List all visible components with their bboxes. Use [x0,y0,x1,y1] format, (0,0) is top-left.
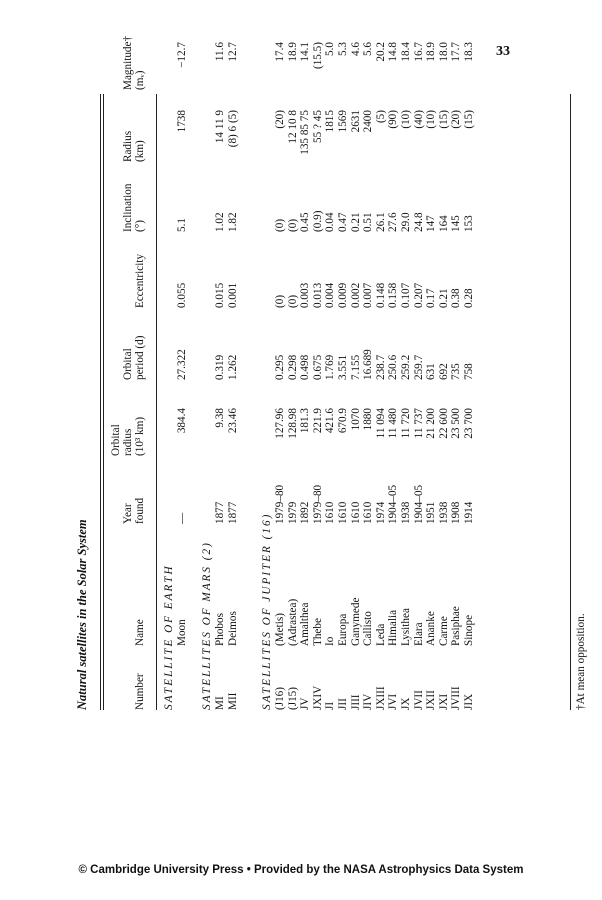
cell-radius: 2631 [349,110,362,133]
cell-number: JXII [425,690,438,710]
cell-radius: (15) [463,110,475,129]
satellite-table-page [75,20,587,710]
cell-radius: (8) 6 (5) [226,110,239,148]
cell-magnitude: 18.3 [463,42,475,62]
cell-orbital-radius: 1880 [362,408,375,431]
header-eccentricity: Eccentricity [134,253,146,308]
cell-radius: 1815 [324,110,337,133]
cell-radius: 14 11 9 [214,110,226,144]
table-row [425,42,438,710]
cell-number: JVIII [450,686,463,710]
cell-number: JXIII [374,686,387,710]
cell-eccentricity: 0.21 [437,288,450,308]
table-row [374,42,388,710]
cell-number: JVI [387,693,400,710]
cell-inclination: 0.45 [299,212,312,232]
cell-inclination: (0.9) [311,210,324,232]
cell-inclination: 0.21 [349,212,362,232]
table-row [412,42,426,710]
cell-radius: (5) [374,110,387,124]
cell-magnitude: 5.0 [324,42,337,56]
cell-inclination: 145 [450,215,463,232]
cell-number: JX [400,697,412,710]
cell-magnitude: 17.4 [274,42,286,62]
cell-eccentricity: 0.148 [374,282,387,308]
cell-eccentricity: (0) [274,294,286,308]
cell-inclination: 5.1 [176,218,188,232]
header-number: Number [134,673,146,710]
cell-name: Sinope [463,614,475,646]
cell-name: Phobos [214,613,226,646]
cell-eccentricity: 0.17 [425,288,438,308]
header-inclination: Inclination (°) [122,183,146,232]
table-row [176,42,189,710]
cell-orbital-radius: 384.4 [176,408,188,434]
cell-year: 1979 [286,501,299,524]
cell-orbital-period: 27.322 [176,349,188,380]
cell-year: 1610 [337,501,349,524]
table-row [362,42,375,710]
cell-inclination: 147 [425,215,438,232]
header-name: Name [134,619,146,646]
cell-eccentricity: 0.009 [337,282,349,308]
cell-inclination: 24.8 [412,212,425,232]
cell-orbital-period: 0.498 [299,354,312,380]
cell-number: MII [226,692,239,710]
cell-year: — [176,512,188,524]
cell-number: (J16) [274,687,286,710]
cell-magnitude: 5.3 [337,42,349,56]
cell-magnitude: −12.7 [176,42,188,68]
cell-magnitude: 12.7 [226,42,239,62]
cell-number: JVII [412,690,425,710]
cell-orbital-radius: 1070 [349,408,362,431]
cell-name: Deimos [226,611,239,646]
cell-radius: 12 10 8 [286,110,299,144]
cell-year: 1610 [324,501,337,524]
cell-magnitude: 11.6 [214,42,226,62]
cell-orbital-period: 735 [450,363,463,380]
cell-magnitude: 18.0 [437,42,450,62]
cell-orbital-period: 259.7 [412,354,425,380]
cell-magnitude: 18.4 [400,42,412,62]
top-rule [100,94,101,710]
cell-orbital-radius: 127.96 [274,408,286,439]
cell-orbital-radius: 23.46 [226,408,239,434]
cell-name: Europa [337,613,349,646]
copyright-footer: © Cambridge University Press • Provided by the NASA Astrophysics Data System [78,864,524,876]
cell-orbital-radius: 22 600 [437,408,450,439]
cell-radius: (20) [274,110,286,129]
table-row [463,42,476,710]
cell-name: Ananke [425,611,438,646]
cell-orbital-period: 0.295 [274,354,286,380]
cell-year: 1908 [450,501,463,524]
cell-year: 1610 [349,501,362,524]
cell-magnitude: 4.6 [349,42,362,56]
table-row [286,42,300,710]
cell-radius: (90) [387,110,400,129]
cell-orbital-radius: 9.38 [214,408,226,428]
cell-eccentricity: 0.003 [299,282,312,308]
cell-name: Thebe [311,618,324,646]
cell-eccentricity: 0.002 [349,282,362,308]
cell-orbital-period: 0.675 [311,354,324,380]
cell-inclination: 0.51 [362,212,375,232]
section-heading: SATELLITES OF JUPITER (16) [261,512,273,710]
cell-year: 1610 [362,501,375,524]
cell-inclination: 164 [437,215,450,232]
cell-name: Io [324,636,337,646]
cell-eccentricity: 0.107 [400,282,412,308]
cell-name: Moon [176,619,188,646]
table-row [311,42,325,710]
cell-year: 1979–80 [274,484,286,524]
cell-name: Amalthea [299,602,312,646]
cell-orbital-period: 0.319 [214,354,226,380]
cell-inclination: 1.82 [226,212,239,232]
header-magnitude: Magnitude† (mᵥ) [122,35,146,90]
cell-number: JIX [463,693,475,710]
cell-inclination: 0.47 [337,212,349,232]
table-row [324,42,337,710]
cell-name: (Adrastea) [286,598,299,646]
cell-year: 1904–05 [387,484,400,524]
cell-eccentricity: 0.004 [324,282,337,308]
cell-eccentricity: (0) [286,294,299,308]
cell-radius: 1738 [176,110,188,133]
cell-orbital-period: 758 [463,363,475,380]
cell-radius: 1569 [337,110,349,133]
cell-orbital-radius: 670.9 [337,408,349,434]
cell-orbital-period: 3.551 [337,354,349,380]
cell-year: 1914 [463,501,475,524]
header-radius: Radius (km) [122,130,146,162]
cell-eccentricity: 0.007 [362,282,375,308]
cell-eccentricity: 0.158 [387,282,400,308]
table-row [337,42,350,710]
cell-magnitude: 14.8 [387,42,400,62]
cell-orbital-radius: 128.98 [286,408,299,439]
cell-eccentricity: 0.28 [463,288,475,308]
cell-orbital-radius: 11 720 [400,408,412,439]
cell-radius: (10) [425,110,438,129]
cell-eccentricity: 0.207 [412,282,425,308]
cell-eccentricity: 0.013 [311,282,324,308]
table-row [299,42,312,710]
cell-orbital-period: 631 [425,363,438,380]
cell-name: Callisto [362,611,375,646]
cell-orbital-period: 0.298 [286,354,299,380]
section-heading: SATELLITES OF MARS (2) [201,541,213,710]
table-row [226,42,240,710]
header-rule [156,94,157,710]
table-row [437,42,451,710]
cell-number: JXI [437,693,450,710]
cell-magnitude: 18.9 [425,42,438,62]
cell-eccentricity: 0.001 [226,282,239,308]
cell-name: (Metis) [274,613,286,646]
cell-radius: (40) [412,110,425,129]
cell-year: 1892 [299,501,312,524]
cell-eccentricity: 0.015 [214,282,226,308]
cell-inclination: (0) [274,218,286,232]
cell-number: JI [324,701,337,710]
cell-inclination: 27.6 [387,212,400,232]
cell-name: Ganymede [349,597,362,646]
cell-orbital-period: 238.7 [374,354,387,380]
cell-orbital-period: 1.769 [324,354,337,380]
cell-magnitude: 17.7 [450,42,463,62]
cell-number: JIII [349,694,362,710]
header-orbital-radius: Orbital radius (10³ km) [110,416,146,456]
cell-orbital-radius: 21 200 [425,408,438,439]
table-row [400,42,413,710]
cell-name: Carme [437,616,450,646]
bottom-rule [570,94,571,710]
cell-inclination: 29.0 [400,212,412,232]
cell-orbital-radius: 23 700 [463,408,475,439]
cell-year: 1974 [374,501,387,524]
cell-orbital-radius: 221.9 [311,408,324,434]
cell-orbital-period: 259.2 [400,354,412,380]
top-rule-double [103,94,104,710]
header-orbital-period: Orbital period (d) [122,335,146,380]
table-row [214,42,227,710]
cell-orbital-radius: 11 480 [387,408,400,439]
cell-magnitude: 5.6 [362,42,375,56]
cell-number: JIV [362,693,375,710]
cell-orbital-period: 7.155 [349,354,362,380]
cell-year: 1877 [214,501,226,524]
cell-inclination: 153 [463,215,475,232]
cell-magnitude: 18.9 [286,42,299,62]
cell-inclination: (0) [286,218,299,232]
cell-number: JXIV [311,685,324,710]
table-row [450,42,463,710]
cell-inclination: 0.04 [324,212,337,232]
section-heading: SATELLITE OF EARTH [163,564,175,710]
table-row [274,42,287,710]
cell-inclination: 1.02 [214,212,226,232]
cell-name: Pasiphae [450,606,463,646]
cell-year: 1938 [437,501,450,524]
header-year: Year found [122,497,146,524]
cell-year: 1951 [425,501,438,524]
cell-year: 1877 [226,501,239,524]
cell-magnitude: 20.2 [374,42,387,62]
table-row [349,42,363,710]
cell-orbital-radius: 23 500 [450,408,463,439]
cell-orbital-period: 692 [437,363,450,380]
cell-number: JV [299,697,312,710]
table-row [387,42,400,710]
table-title: Natural satellites in the Solar System [75,519,89,710]
cell-number: JII [337,698,349,710]
cell-radius: 2400 [362,110,375,133]
cell-orbital-period: 1.262 [226,354,239,380]
cell-magnitude: (15.5) [311,42,324,70]
cell-orbital-period: 16.689 [362,349,375,380]
cell-inclination: 26.1 [374,212,387,232]
footnote: †At mean opposition. [575,613,587,710]
cell-number: (J15) [286,687,299,710]
cell-year: 1979–80 [311,484,324,524]
cell-orbital-period: 250.6 [387,354,400,380]
cell-number: MI [214,696,226,710]
cell-orbital-radius: 11 737 [412,408,425,439]
cell-orbital-radius: 421.6 [324,408,337,434]
cell-radius: (10) [400,110,412,129]
cell-radius: 135 85 75 [299,110,312,155]
cell-radius: (20) [450,110,463,129]
cell-name: Himalia [387,609,400,646]
cell-name: Lysithea [400,608,412,646]
cell-orbital-radius: 181.3 [299,408,312,434]
cell-radius: (15) [437,110,450,129]
cell-year: 1938 [400,501,412,524]
cell-radius: 55 ? 45 [311,110,324,143]
cell-name: Leda [374,623,387,646]
cell-name: Elara [412,622,425,646]
page-number: 33 [496,44,510,59]
cell-orbital-radius: 11 094 [374,408,387,439]
cell-magnitude: 14.1 [299,42,312,62]
cell-magnitude: 16.7 [412,42,425,62]
cell-year: 1904–05 [412,484,425,524]
cell-eccentricity: 0.055 [176,282,188,308]
cell-eccentricity: 0.38 [450,288,463,308]
